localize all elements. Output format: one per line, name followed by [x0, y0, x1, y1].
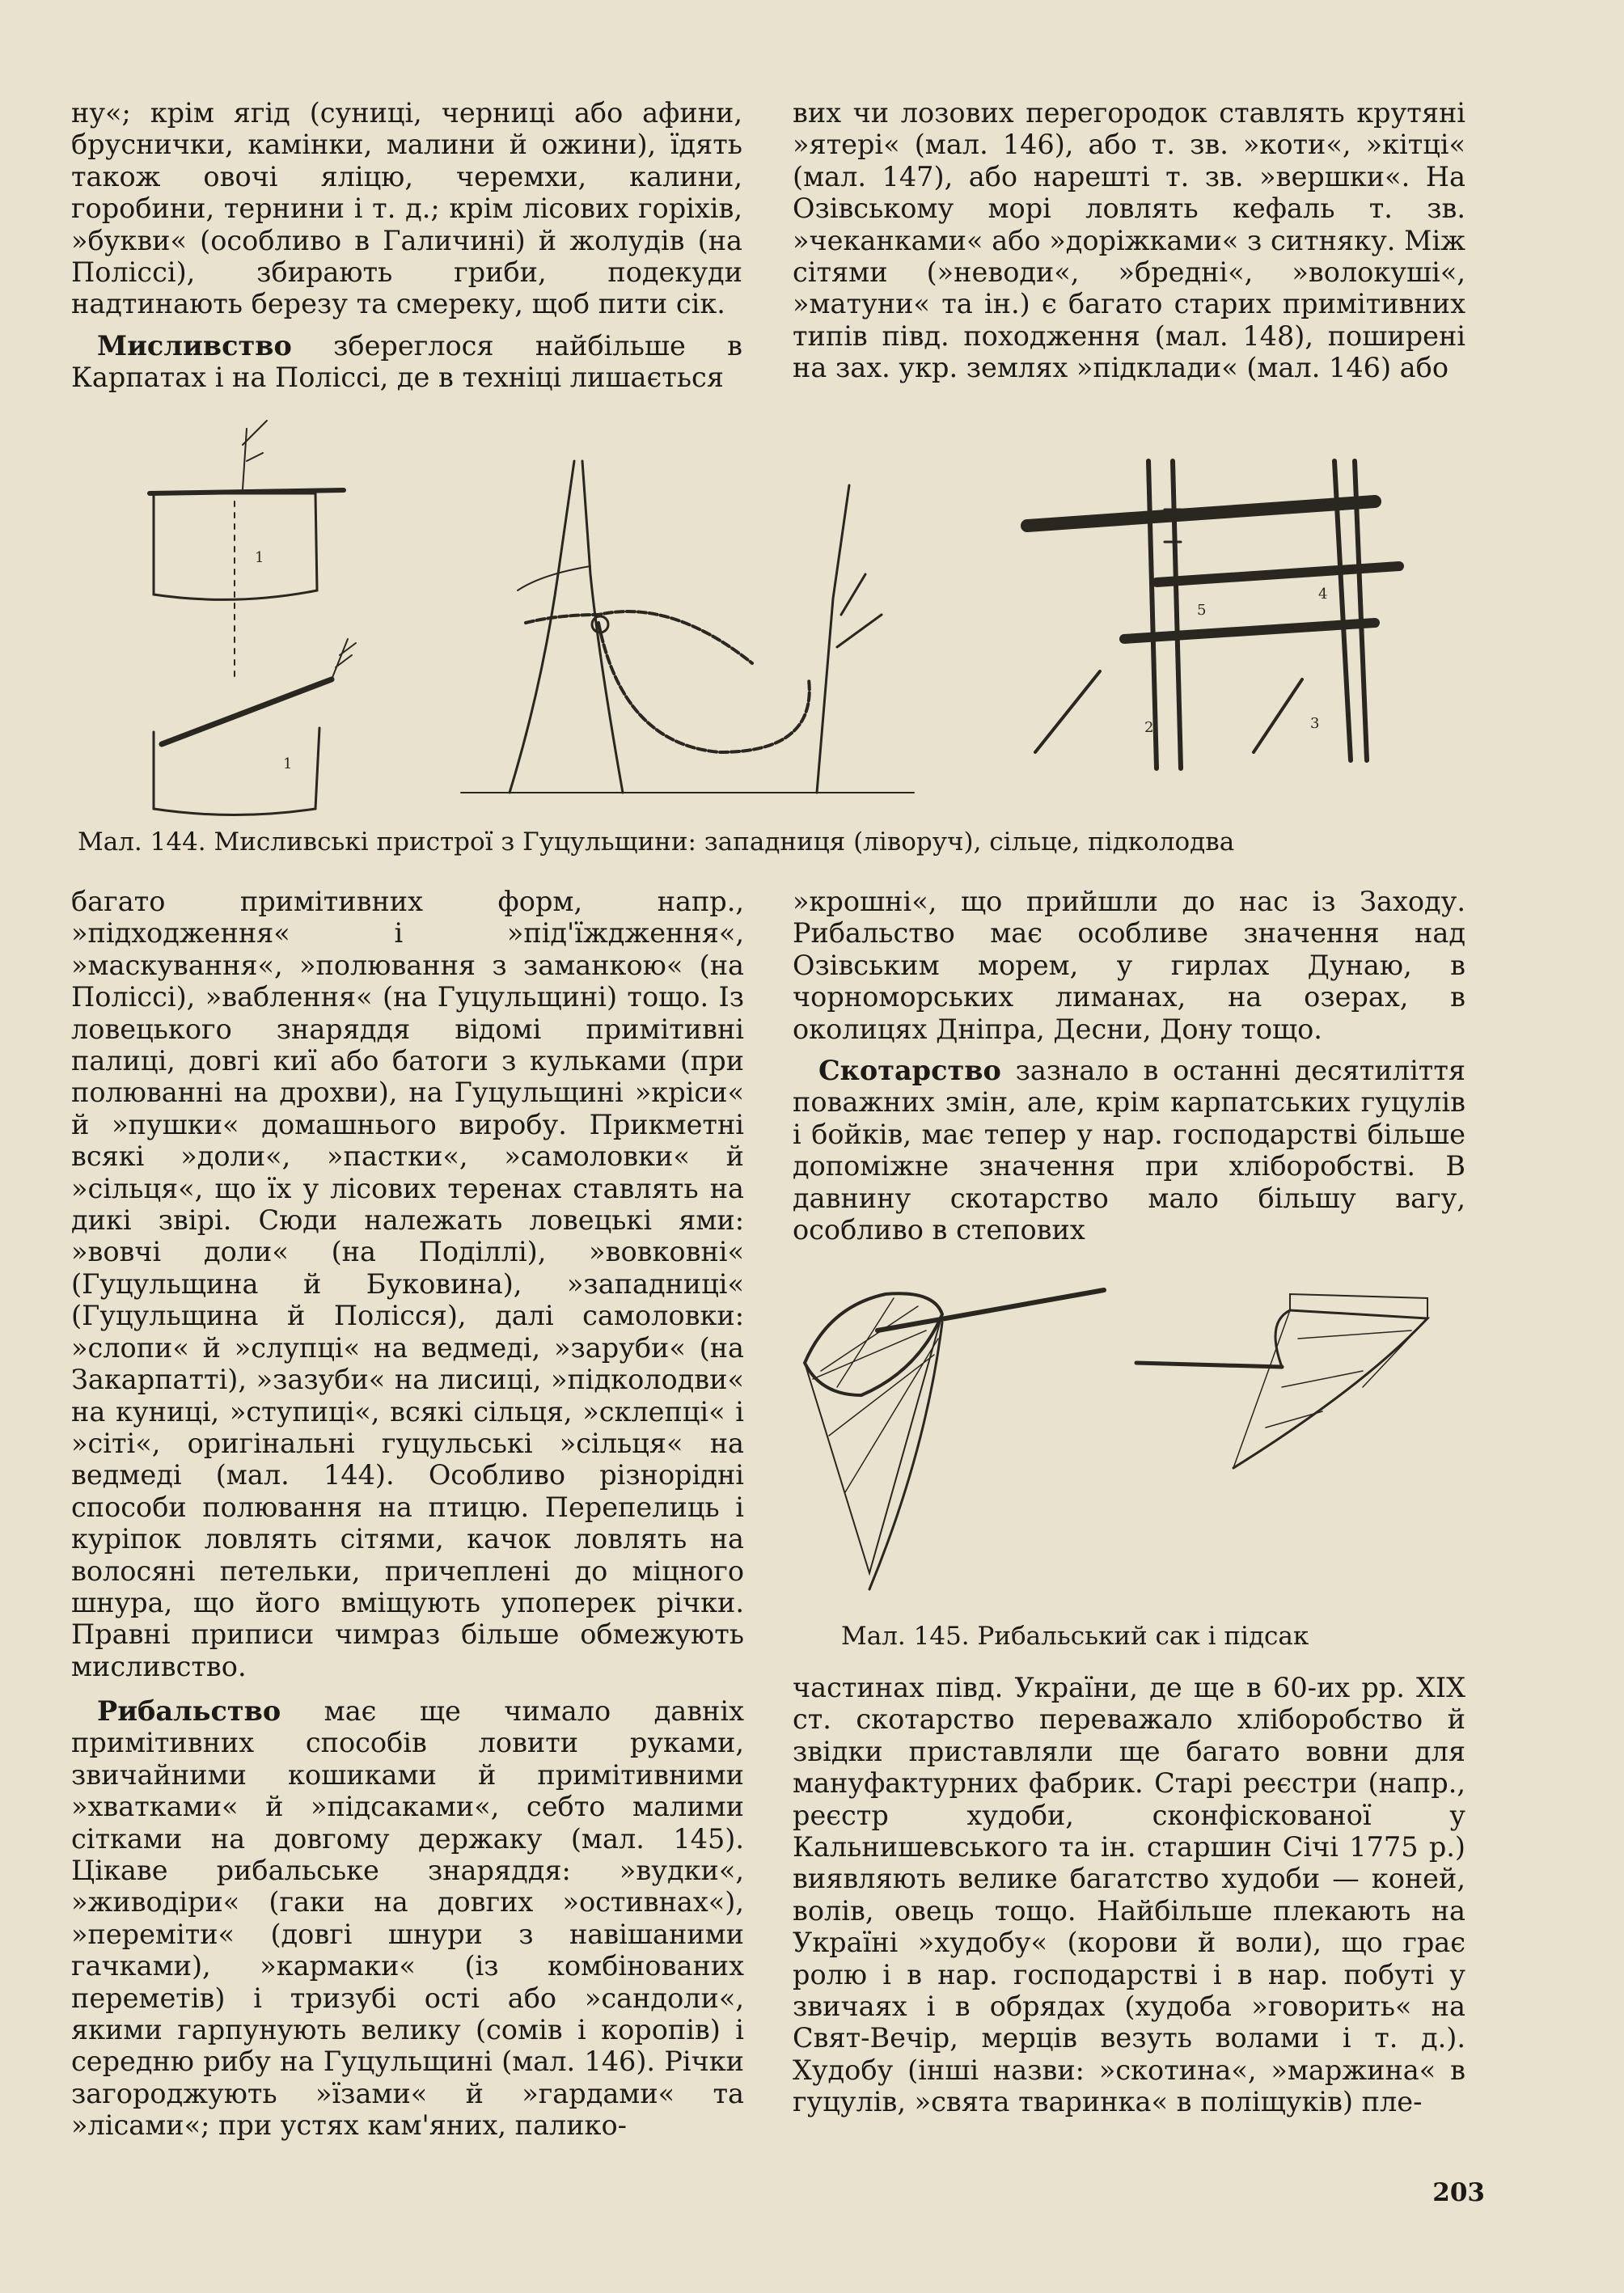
figure-144-illustration [105, 412, 1480, 817]
column-top-left [71, 97, 742, 394]
paragraph: Мисливство зберeглося найбільше в Карпатах і на Поліссі, де в техніці лишається [71, 329, 742, 394]
fishing-podsak-drawing [1136, 1294, 1427, 1468]
fishing-sak-drawing [805, 1290, 1104, 1589]
figure-label: 4 [1318, 586, 1328, 603]
page-number: 203 [1432, 2178, 1485, 2207]
deadfall-trap-drawing [150, 421, 356, 815]
column-bottom-left [71, 1695, 744, 2142]
figure-label: 2 [1144, 719, 1154, 736]
section-lead: Мисливство [97, 329, 292, 362]
column-top-right [793, 97, 1465, 384]
figure-label: 1 [255, 549, 264, 566]
section-lead: Скотарство [818, 1055, 1001, 1087]
column-bottom-right [793, 1672, 1465, 2118]
paragraph: частинах півд. України, де ще в 60-их рр. XIX ст. скотарство переважало хліборобство й звідки приставляли ще багато вовни для мануфактурних фабрик. Старі реєстри (напр., реєстр худоби, сконфіскованої у Кальнишевського та ін. старшин Січі 1775 р.) виявляють велике багатство худоби — коней, волів, овець тощо. Найбільше плекають на Україні »худобу« (корови й воли), що грає ролю і в нар. господарстві і в нар. побуті у звичаях і в обрядах (худоба »говорить« на Свят-Вечір, мерців везуть волами і т. д.). Худобу (інші назви: »скотина«, »маржина« в гуцулів, »свята тваринка« в поліщуків) пле- [793, 1672, 1465, 2118]
section-lead: Рибальство [97, 1695, 281, 1727]
paragraph: Скотарство зазнало в останні десятиліття поважних змін, але, крім карпатських гуцулів і бойків, має тепер у нар. господарстві більше допоміжне значення при хліборобстві. В давнину скотарство мало більшу вагу, особливо в степових [793, 1055, 1465, 1246]
paragraph: вих чи лозових перегородок ставлять крутяні »ятері« (мал. 146), або т. зв. »коти«, »кітці« (мал. 147), або нарешті т. зв. »вершки«. На Озівському морі ловлять кефаль т. зв. »чеканками« або »доріжками« з ситняку. Між сітями (»неводи«, »бредні«, »волокуші«, »матуни« та ін.) є багато старих примітивних типів півд. походження (мал. 148), поширені на зах. укр. землях »підклади« (мал. 146) або [793, 97, 1465, 384]
underlog-trap-drawing [1027, 461, 1399, 768]
figure-145-caption: Мал. 145. Рибальський сак і підсак [841, 1622, 1309, 1651]
figure-145-illustration [797, 1274, 1444, 1606]
paragraph: »крошні«, що прийшли до нас із Заходу. Рибальство має особливе значення над Озівським морем, у гирлах Дунаю, в чорноморських лиманах, на озерах, в околицях Дніпра, Десни, Дону тощо. [793, 886, 1465, 1045]
column-middle-left [71, 886, 744, 1682]
paragraph: багато примітивних форм, напр., »підходження« і »під'їждження«, »маскування«, »полювання з заманкою« (на Поліссі), »ваблення« (на Гуцульщині) тощо. Із ловецького знаряддя відомі примітивні палиці, довгі киї або батоги з кульками (при полюванні на дрохви), на Гуцульщині »кріси« й »пушки« домашнього виробу. Прикметні всякі »доли«, »пастки«, »самоловки« й »сільця«, що їх у лісових теренах ставлять на дикі звірі. Сюди належать ловецькі ями: »вовчі доли« (на Поділлі), »вовковні« (Гуцульщина й Буковина), »западниці« (Гуцульщина й Полісся), далі самоловки: »слопи« й »слупці« на ведмеді, »заруби« (на Закарпатті), »зазуби« на лисиці, »підколодви« на куниці, »ступиці«, всякі сільця, »склепці« і »сіті«, оригінальні гуцульські »сільця« на ведмеді (мал. 144). Особливо різнорідні способи полювання на птицю. Перепелиць і курiпок ловлять сітями, качок ловлять на волосяні петельки, причеплені до міцного шнура, що його вміщують упоперек річки. Правні приписи чимраз більше обмежують мисливство. [71, 886, 744, 1682]
paragraph: Рибальство має ще чимало давніх примітивних способів ловити руками, звичайними кошиками й примітивними »хватками« й »підсаками«, себто малими сітками на довгому держаку (мал. 145). Цікаве рибальське знаряддя: »вудки«, »живодіри« (гаки на довгих »остивнах«), »переміти« (довгі шнури з навішаними гачками), »кармаки« (із комбінованих переметів) і тризубі ості або »сандоли«, якими гарпунують велику (сомів і коропів) і середню рибу на Гуцульщині (мал. 146). Річки загороджують »їзами« й »гардами« та »лісами«; при устях кам'яних, палико- [71, 1695, 744, 2142]
snare-drawing [461, 461, 914, 793]
figure-144-caption: Мал. 144. Мисливські пристрої з Гуцульщини: западниця (ліворуч), сільце, підколодва [78, 827, 1235, 857]
figure-label: 5 [1197, 602, 1207, 619]
figure-label: 3 [1310, 715, 1320, 732]
paragraph: ну«; крім ягід (суниці, черниці або афини, бруснички, камінки, малини й ожини), їдять також овочі яліцю, черемхи, калини, горобини, тернини і т. д.; крім лісових горіхів, »букви« (особливо в Галичині) й жолудів (на Поліссі), збирають гриби, подекуди надтинають березу та смереку, щоб пити сік. [71, 97, 742, 320]
column-middle-right [793, 886, 1465, 1246]
figure-label: 1 [283, 755, 293, 772]
